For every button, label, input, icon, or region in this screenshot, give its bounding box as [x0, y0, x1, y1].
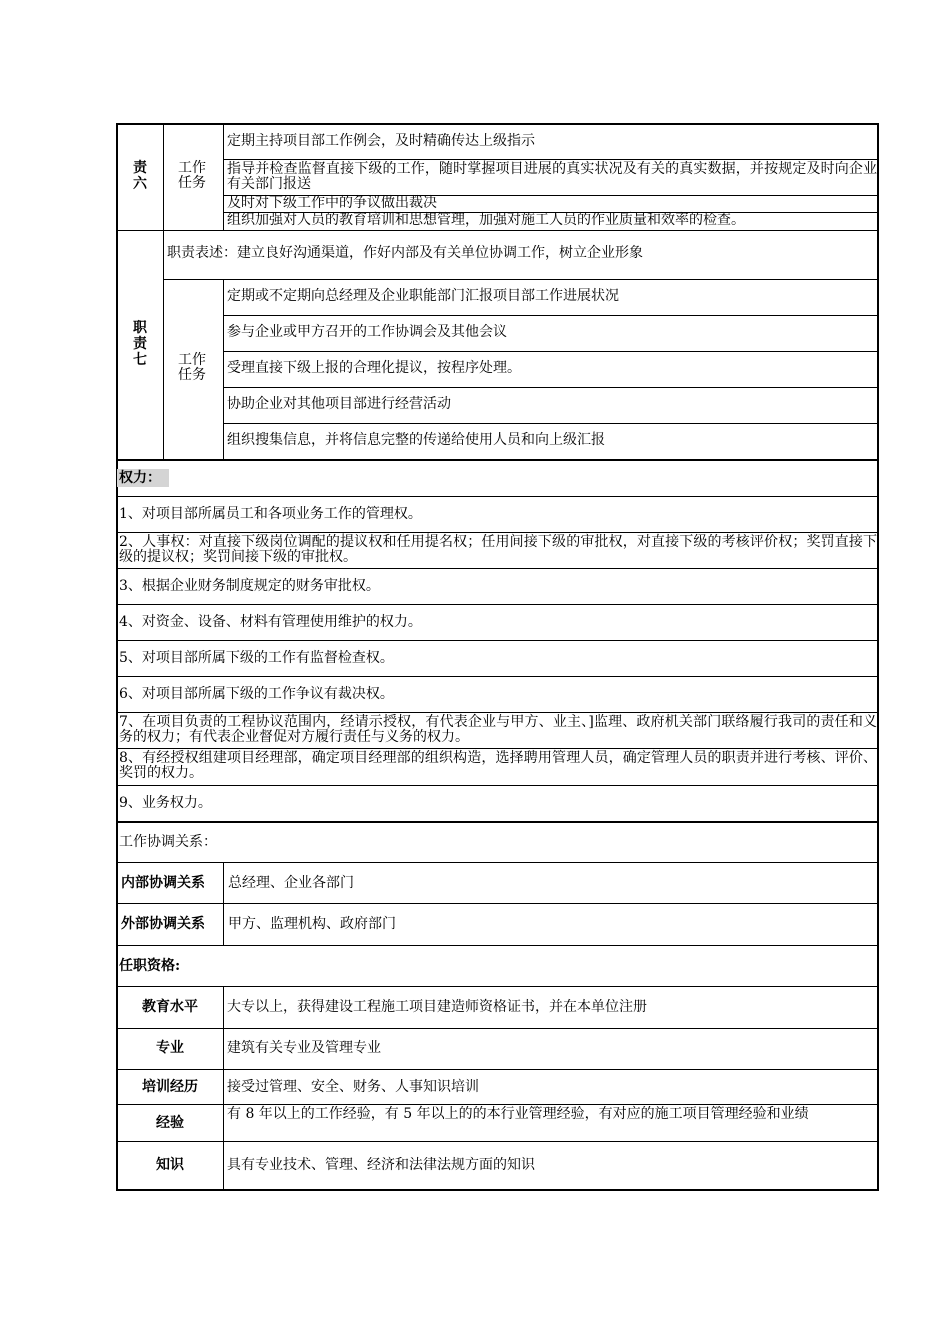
duty6-task-3: 及时对下级工作中的争议做出裁决: [227, 195, 437, 211]
experience-value: 有 8 年以上的工作经验，有 5 年以上的的本行业管理经验，有对应的施工项目管理经验和业绩: [227, 1106, 809, 1122]
duty6-task-1: 定期主持项目部工作例会，及时精确传达上级指示: [227, 133, 535, 149]
training-value: 接受过管理、安全、财务、人事知识培训: [227, 1079, 479, 1095]
education-label: 教育水平: [142, 999, 198, 1015]
knowledge-value: 具有专业技术、管理、经济和法律法规方面的知识: [227, 1157, 535, 1173]
duty6-task-2: 指导并检查监督直接下级的工作，随时掌握项目进展的真实状况及有关的真实数据，并按规定及时向企业有关部门报送: [227, 161, 877, 192]
duty7-statement: 职责表述：建立良好沟通渠道，作好内部及有关单位协调工作，树立企业形象: [167, 245, 643, 261]
duty7-task-2: 参与企业或甲方召开的工作协调会及其他会议: [227, 324, 507, 340]
external-coordination-value: 甲方、监理机构、政府部门: [228, 916, 396, 932]
authority-heading: 权力：: [119, 470, 161, 486]
authority-item-7: 7、在项目负责的工程协议范围内，经请示授权，有代表企业与甲方、业主、]监理、政府机关部门联络履行我司的责任和义务的权力；有代表企业督促对方履行责任与义务的权力。: [119, 714, 877, 745]
duty7-task-4: 协助企业对其他项目部进行经营活动: [227, 396, 451, 412]
education-value: 大专以上，获得建设工程施工项目建造师资格证书，并在本单位注册: [227, 999, 647, 1015]
major-value: 建筑有关专业及管理专业: [227, 1040, 381, 1056]
authority-item-1: 1、对项目部所属员工和各项业务工作的管理权。: [119, 506, 422, 522]
knowledge-label: 知识: [156, 1157, 184, 1173]
duty7-task-1: 定期或不定期向总经理及企业职能部门汇报项目部工作进展状况: [227, 288, 619, 304]
external-coordination-label: 外部协调关系: [121, 916, 205, 932]
qualification-heading: 任职资格:: [119, 958, 181, 974]
experience-label: 经验: [156, 1115, 184, 1131]
authority-item-6: 6、对项目部所属下级的工作争议有裁决权。: [119, 686, 394, 702]
internal-coordination-value: 总经理、企业各部门: [228, 875, 354, 891]
authority-item-9: 9、业务权力。: [119, 795, 212, 811]
authority-item-5: 5、对项目部所属下级的工作有监督检查权。: [119, 650, 394, 666]
major-label: 专业: [156, 1040, 184, 1056]
authority-item-2: 2、人事权：对直接下级岗位调配的提议权和任用提名权；任用间接下级的审批权，对直接下级的考核评价权；奖罚直接下级的提议权；奖罚间接下级的审批权。: [119, 534, 877, 565]
authority-item-3: 3、根据企业财务制度规定的财务审批权。: [119, 578, 380, 594]
duty7-task-5: 组织搜集信息，并将信息完整的传递给使用人员和向上级汇报: [227, 432, 605, 448]
duty7-label: 职 责 七: [133, 320, 147, 368]
duty7-task-3: 受理直接下级上报的合理化提议，按程序处理。: [227, 360, 521, 376]
training-label: 培训经历: [142, 1079, 198, 1095]
duty6-label: 责 六: [133, 160, 147, 192]
duty6-task-label: 工作 任务: [178, 160, 206, 191]
authority-item-4: 4、对资金、设备、材料有管理使用维护的权力。: [119, 614, 422, 630]
duty7-task-label: 工作 任务: [178, 352, 206, 383]
internal-coordination-label: 内部协调关系: [121, 875, 205, 891]
coordination-heading: 工作协调关系：: [119, 834, 217, 850]
authority-item-8: 8、有经授权组建项目经理部，确定项目经理部的组织构造，选择聘用管理人员，确定管理人员的职责并进行考核、评价、奖罚的权力。: [119, 750, 877, 781]
duty6-task-4: 组织加强对人员的教育培训和思想管理，加强对施工人员的作业质量和效率的检查。: [227, 212, 745, 228]
